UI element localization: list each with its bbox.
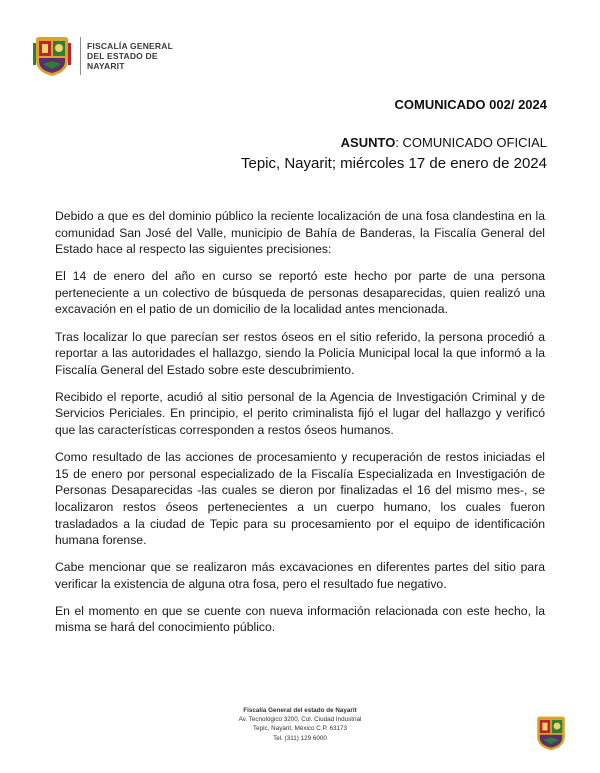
- paragraph: Tras localizar lo que parecían ser restos óseos en el sitio referido, la persona procedió a reportar a las autoridades el hallazgo, siendo la Policía Municipal local la que informó a la Fiscalía General del Estado sobre este descubrimiento.: [55, 329, 545, 377]
- footer-title: Fiscalía General del estado de Nayarit: [243, 707, 357, 714]
- paragraph: Recibido el reporte, acudió al sitio personal de la Agencia de Investigación Criminal y de Servicios Periciales. En principio, el perito criminalista fijó el lugar del hallazgo y verificó que las características corresponden a restos óseos humanos.: [55, 389, 545, 438]
- letterhead: [30, 34, 173, 78]
- communique-number: COMUNICADO 002/ 2024: [394, 97, 547, 112]
- footer-coat-of-arms-icon: [532, 713, 570, 753]
- nayarit-coat-of-arms-icon: [30, 34, 74, 78]
- footer-address: [0, 706, 600, 743]
- paragraph: En el momento en que se cuente con nueva información relacionada con este hecho, la misma se hará del conocimiento público.: [55, 603, 545, 635]
- paragraph: Debido a que es del dominio público la reciente localización de una fosa clandestina en la comunidad San José del Valle, municipio de Bahía de Banderas, la Fiscalía General del Estado hace al respecto las siguientes precisiones:: [55, 209, 545, 257]
- document-body: [55, 208, 545, 647]
- org-line-1: FISCALÍA GENERAL: [87, 41, 173, 51]
- paragraph: Como resultado de las acciones de procesamiento y recuperación de restos iniciadas el 15 de enero por personal especializado de la Fiscalía Especializada en Investigación de Personas Desaparecidas -las cuales se dieron por finalizadas el 16 del mismo mes-, se localizaron restos óseos pertenecientes a un cuerpo humano, los cuales fueron trasladados a la ciudad de Tepic para su procesamiento por el equipo de identificación humana forense.: [55, 450, 545, 548]
- paragraph: El 14 de enero del año en curso se reportó este hecho por parte de una persona perteneciente a un colectivo de búsqueda de personas desaparecidas, quien realizó una excavación en el patio de un domicilio de la localidad antes mencionada.: [55, 269, 545, 317]
- header-divider: [80, 37, 81, 75]
- footer-phone: Tel. (311) 129 6000: [273, 734, 327, 742]
- paragraph: Cabe mencionar que se realizaron más excavaciones en diferentes partes del sitio para verificar la existencia de alguna otra fosa, pero el resultado fue negativo.: [55, 560, 545, 591]
- subject-value: : COMUNICADO OFICIAL: [395, 135, 547, 150]
- subject-line: [341, 135, 547, 150]
- footer-address-line-2: Tepic, Nayarit. México C.P. 63173: [252, 725, 348, 733]
- footer-address-line-1: Av. Tecnológico 3200, Col. Ciudad Industrial: [238, 716, 362, 724]
- place-and-date: Tepic, Nayarit; miércoles 17 de enero de 2024: [240, 155, 547, 172]
- organization-name: [87, 41, 173, 71]
- org-line-3: NAYARIT: [87, 61, 125, 71]
- org-line-2: DEL ESTADO DE: [87, 51, 158, 61]
- subject-label: ASUNTO: [340, 135, 396, 150]
